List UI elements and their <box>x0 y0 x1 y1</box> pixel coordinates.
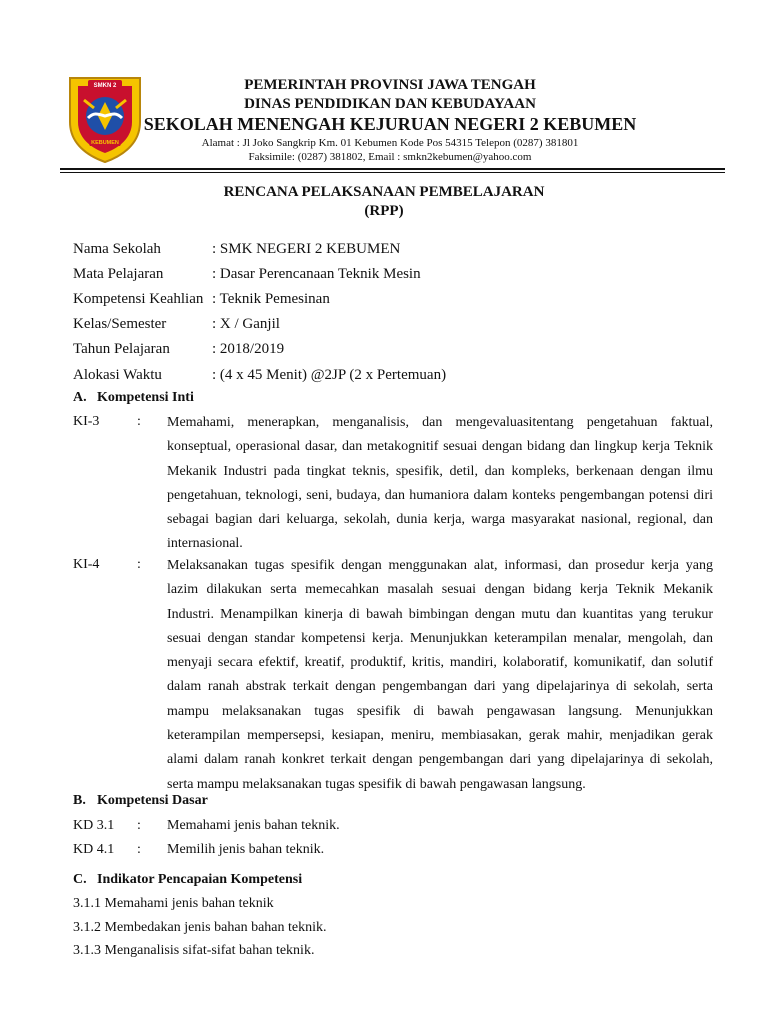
section-letter: A. <box>73 390 87 405</box>
indicator-item: 3.1.2 Membedakan jenis bahan bahan teknik. <box>73 920 327 935</box>
kd-3-1-code: KD 3.1 <box>73 818 115 833</box>
info-row-school <box>73 241 400 258</box>
logo-top-text: SMKN 2 <box>93 83 117 89</box>
section-b-heading <box>73 793 208 809</box>
info-label: Kompetensi Keahlian <box>73 291 204 307</box>
info-label: Nama Sekolah <box>73 241 161 257</box>
school-emblem-icon <box>64 72 146 164</box>
school-logo <box>64 72 146 164</box>
kd-4-1-text: Memilih jenis bahan teknik. <box>167 842 325 857</box>
info-value: : Teknik Pemesinan <box>212 291 330 307</box>
info-label: Tahun Pelajaran <box>73 341 170 357</box>
section-c-heading <box>73 872 302 888</box>
indicator-item: 3.1.1 Memahami jenis bahan teknik <box>73 896 274 911</box>
info-row-expertise <box>73 291 330 308</box>
header-address: Alamat : Jl Joko Sangkrip Km. 01 Kebumen Kode Pos 54315 Telepon (0287) 381801 <box>201 137 579 149</box>
info-row-time <box>73 367 446 384</box>
section-title: Kompetensi Inti <box>97 390 194 405</box>
ki-4-code: KI-4 <box>73 557 100 572</box>
kd-3-1-colon: : <box>137 818 141 833</box>
ki-3-colon: : <box>137 414 141 429</box>
ki-4-colon: : <box>137 557 141 572</box>
ki-3-code: KI-3 <box>73 414 100 429</box>
section-letter: C. <box>73 872 87 887</box>
info-label: Alokasi Waktu <box>73 367 162 383</box>
document-title: RENCANA PELAKSANAAN PEMBELAJARAN <box>223 184 545 200</box>
kd-4-1-code: KD 4.1 <box>73 842 115 857</box>
info-row-class <box>73 316 280 333</box>
info-value: : (4 x 45 Menit) @2JP (2 x Pertemuan) <box>212 367 447 383</box>
indicator-item: 3.1.3 Menganalisis sifat-sifat bahan teknik. <box>73 943 315 958</box>
header-department: DINAS PENDIDIKAN DAN KEBUDAYAAN <box>244 96 536 112</box>
ki-3-text: Memahami, menerapkan, menganalisis, dan mengevaluasitentang pengetahuan faktual, konseptual, operasional dasar, dan metakognitif sesuai dengan bidang dan lingkup kerja Teknik Mekanik Industri pada tingkat teknis, spesifik, detil, dan kompleks, berkenaan dengan ilmu pengetahuan, teknologi, seni, budaya, dan humaniora dalam konteks pengembangan potensi diri sebagai bagian dari keluarga, sekolah, dunia kerja, warga masyarakat nasional, regional, dan internasional. <box>167 415 713 552</box>
ki-4-text: Melaksanakan tugas spesifik dengan menggunakan alat, informasi, dan prosedur kerja yang lazim dilakukan serta memecahkan masalah sesuai dengan bidang kerja Teknik Mekanik Industri. Menampilkan kinerja di bawah bimbingan dengan mutu dan kuantitas yang terukur sesuai dengan standar kompetensi kerja. Menunjukkan keterampilan menalar, mengolah, dan menyaji secara efektif, kreatif, produktif, kritis, mandiri, kolaboratif, komunikatif, dan solutif dalam ranah abstrak terkait dengan pengembangan dari yang dipelajarinya di sekolah, serta mampu melaksanakan tugas spesifik di bawah pengawasan langsung. Menunjukkan keterampilan mempersepsi, kesiapan, meniru, membiasakan, gerak mahir, menjadikan gerak alami dalam ranah konkret terkait dengan pengembangan dari yang dipelajarinya di sekolah, serta mampu melaksanakan tugas spesifik di bawah pengawasan langsung. <box>167 558 713 792</box>
info-value: : X / Ganjil <box>212 316 280 332</box>
section-a-heading <box>73 390 194 406</box>
info-label: Mata Pelajaran <box>73 266 164 282</box>
header-rule-thin <box>60 172 725 173</box>
info-value: : Dasar Perencanaan Teknik Mesin <box>212 266 421 282</box>
section-letter: B. <box>73 793 86 808</box>
info-value: : SMK NEGERI 2 KEBUMEN <box>212 241 401 257</box>
info-label: Kelas/Semester <box>73 316 167 332</box>
info-row-subject <box>73 266 421 283</box>
section-title: Indikator Pencapaian Kompetensi <box>97 872 303 887</box>
info-value: : 2018/2019 <box>212 341 285 357</box>
info-row-year <box>73 341 284 358</box>
header-rule-thick <box>60 168 725 170</box>
kd-3-1-text: Memahami jenis bahan teknik. <box>167 818 340 833</box>
header-government: PEMERINTAH PROVINSI JAWA TENGAH <box>244 77 536 93</box>
section-title: Kompetensi Dasar <box>97 793 208 808</box>
logo-bottom-text: KEBUMEN <box>91 140 119 146</box>
kd-4-1-colon: : <box>137 842 141 857</box>
header-contact: Faksimile: (0287) 381802, Email : smkn2kebumen@yahoo.com <box>248 151 532 163</box>
document-subtitle: (RPP) <box>364 203 404 219</box>
header-school-name: SEKOLAH MENENGAH KEJURUAN NEGERI 2 KEBUMEN <box>143 114 637 134</box>
